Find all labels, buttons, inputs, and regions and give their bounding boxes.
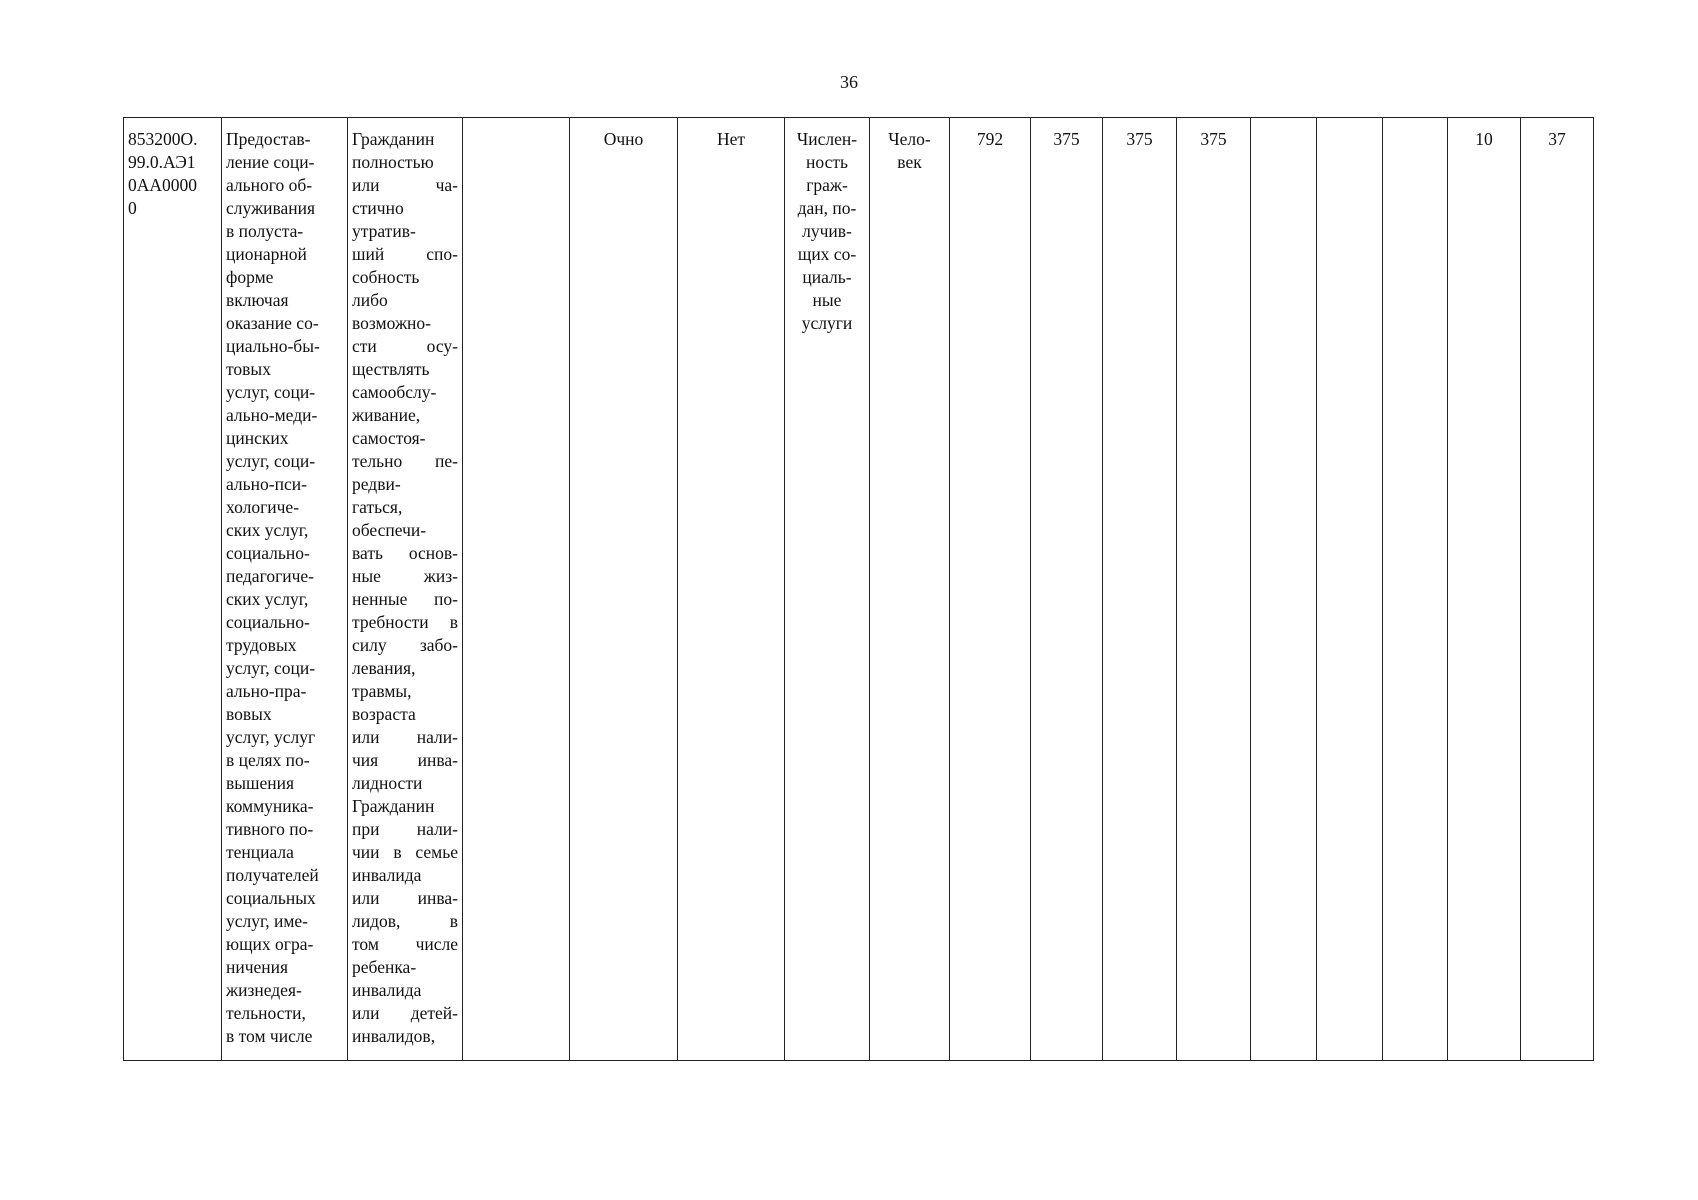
text-line: или нали- bbox=[352, 727, 458, 747]
text-line: услуги bbox=[801, 313, 853, 333]
text-line: ребенка- bbox=[352, 957, 417, 977]
text-line: лидов, в bbox=[352, 911, 458, 931]
text-line: товых bbox=[226, 359, 271, 379]
text-line: обеспечи- bbox=[352, 520, 427, 540]
text-line: вовых bbox=[226, 704, 272, 724]
text-line: вышения bbox=[226, 773, 295, 793]
text-line: ществлять bbox=[352, 359, 430, 379]
text-line: Гражданин bbox=[352, 796, 435, 816]
text-line: ничения bbox=[226, 957, 289, 977]
okei-code-cell: 792 bbox=[950, 118, 1031, 1061]
recipient-category-cell bbox=[348, 118, 463, 1061]
text-line: включая bbox=[226, 290, 289, 310]
text-line: трудовых bbox=[226, 635, 297, 655]
text-line: утратив- bbox=[352, 221, 416, 241]
value-6-cell bbox=[1383, 118, 1448, 1061]
text-line: ление соци- bbox=[226, 152, 315, 172]
text-line: лучив- bbox=[802, 221, 852, 241]
text-line: тенциала bbox=[226, 842, 294, 862]
text-line: получателей bbox=[226, 865, 319, 885]
empty-cell bbox=[463, 118, 570, 1061]
text-line: коммуника- bbox=[226, 796, 314, 816]
value-4-cell bbox=[1251, 118, 1317, 1061]
text-line: социально- bbox=[226, 612, 310, 632]
text-line: тельности, bbox=[226, 1003, 306, 1023]
text-line: ность bbox=[806, 152, 848, 172]
text-line: циально-бы- bbox=[226, 336, 320, 356]
text-line: ший спо- bbox=[352, 244, 458, 264]
text-line: возможно- bbox=[352, 313, 431, 333]
text-line: том числе bbox=[352, 934, 458, 954]
text-line: вать основ- bbox=[352, 543, 458, 563]
text-line: либо bbox=[352, 290, 388, 310]
text-line: левания, bbox=[352, 658, 416, 678]
text-line: силу забо- bbox=[352, 635, 458, 655]
text-line: ные жиз- bbox=[352, 566, 458, 586]
text-line: социальных bbox=[226, 888, 316, 908]
unit-cell bbox=[870, 118, 950, 1061]
text-line: в целях по- bbox=[226, 750, 310, 770]
text-line: дан, по- bbox=[797, 198, 857, 218]
text-line: социально- bbox=[226, 543, 310, 563]
text-line: возраста bbox=[352, 704, 416, 724]
text-line: инвалида bbox=[352, 980, 422, 1000]
registry-code bbox=[128, 128, 217, 220]
text-line: требности в bbox=[352, 612, 458, 632]
text-line: граж- bbox=[806, 175, 848, 195]
text-line: циаль- bbox=[802, 267, 852, 287]
text-line: или детей- bbox=[352, 1003, 458, 1023]
text-line: чии в семье bbox=[352, 842, 458, 862]
text-line: редви- bbox=[352, 474, 401, 494]
table-row bbox=[124, 118, 1594, 1061]
text-line: ально-меди- bbox=[226, 405, 318, 425]
indicator-name bbox=[789, 128, 865, 335]
text-line: сти осу- bbox=[352, 336, 458, 356]
unit-name bbox=[874, 128, 945, 174]
text-line: ненные по- bbox=[352, 589, 458, 609]
text-line: Числен- bbox=[796, 129, 858, 149]
indicator-name-cell bbox=[785, 118, 870, 1061]
text-line: 0 bbox=[128, 198, 137, 218]
value-1-cell: 375 bbox=[1031, 118, 1103, 1061]
value-2-cell: 375 bbox=[1103, 118, 1177, 1061]
text-line: услуг, име- bbox=[226, 911, 308, 931]
text-line: ских услуг, bbox=[226, 520, 309, 540]
deviation-abs-cell: 37 bbox=[1521, 118, 1594, 1061]
text-line: услуг, соци- bbox=[226, 382, 316, 402]
service-form-cell: Очно bbox=[570, 118, 678, 1061]
text-line: услуг, соци- bbox=[226, 658, 316, 678]
text-line: ального об- bbox=[226, 175, 313, 195]
text-line: 0АА0000 bbox=[128, 175, 198, 195]
text-line: услуг, соци- bbox=[226, 451, 316, 471]
text-line: жизнедея- bbox=[226, 980, 302, 1000]
text-line: хологиче- bbox=[226, 497, 300, 517]
text-line: Предостав- bbox=[226, 129, 311, 149]
registry-code-cell bbox=[124, 118, 222, 1061]
text-line: полностью bbox=[352, 152, 434, 172]
text-line: инвалидов, bbox=[352, 1026, 436, 1046]
recipient-category bbox=[352, 128, 458, 1048]
text-line: форме bbox=[226, 267, 274, 287]
flag-cell: Нет bbox=[678, 118, 785, 1061]
text-line: гаться, bbox=[352, 497, 403, 517]
text-line: ально-пра- bbox=[226, 681, 307, 701]
text-line: самостоя- bbox=[352, 428, 426, 448]
text-line: или ча- bbox=[352, 175, 458, 195]
service-name-cell bbox=[222, 118, 348, 1061]
text-line: или инва- bbox=[352, 888, 458, 908]
deviation-percent-cell: 10 bbox=[1448, 118, 1521, 1061]
text-line: травмы, bbox=[352, 681, 412, 701]
text-line: цинских bbox=[226, 428, 289, 448]
text-line: щих со- bbox=[797, 244, 857, 264]
text-line: ционарной bbox=[226, 244, 307, 264]
value-3-cell: 375 bbox=[1177, 118, 1251, 1061]
text-line: Гражданин bbox=[352, 129, 435, 149]
value-5-cell bbox=[1317, 118, 1383, 1061]
text-line: ально-пси- bbox=[226, 474, 307, 494]
text-line: живание, bbox=[352, 405, 421, 425]
text-line: ющих огра- bbox=[226, 934, 314, 954]
text-line: инвалида bbox=[352, 865, 422, 885]
page-number: 36 bbox=[840, 72, 858, 92]
text-line: стично bbox=[352, 198, 404, 218]
text-line: педагогиче- bbox=[226, 566, 315, 586]
text-line: 853200О. bbox=[128, 129, 198, 149]
text-line: собность bbox=[352, 267, 420, 287]
text-line: тивного по- bbox=[226, 819, 314, 839]
text-line: ные bbox=[812, 290, 842, 310]
text-line: при нали- bbox=[352, 819, 458, 839]
text-line: лидности bbox=[352, 773, 423, 793]
service-table bbox=[123, 117, 1594, 1061]
text-line: в полуста- bbox=[226, 221, 304, 241]
text-line: услуг, услуг bbox=[226, 727, 316, 747]
text-line: оказание со- bbox=[226, 313, 319, 333]
text-line: самообслу- bbox=[352, 382, 437, 402]
text-line: в том числе bbox=[226, 1026, 313, 1046]
text-line: век bbox=[897, 152, 922, 172]
text-line: Чело- bbox=[888, 129, 931, 149]
text-line: ских услуг, bbox=[226, 589, 309, 609]
text-line: чия инва- bbox=[352, 750, 458, 770]
text-line: тельно пе- bbox=[352, 451, 458, 471]
service-name bbox=[226, 128, 343, 1048]
text-line: служивания bbox=[226, 198, 316, 218]
text-line: 99.0.АЭ1 bbox=[128, 152, 196, 172]
